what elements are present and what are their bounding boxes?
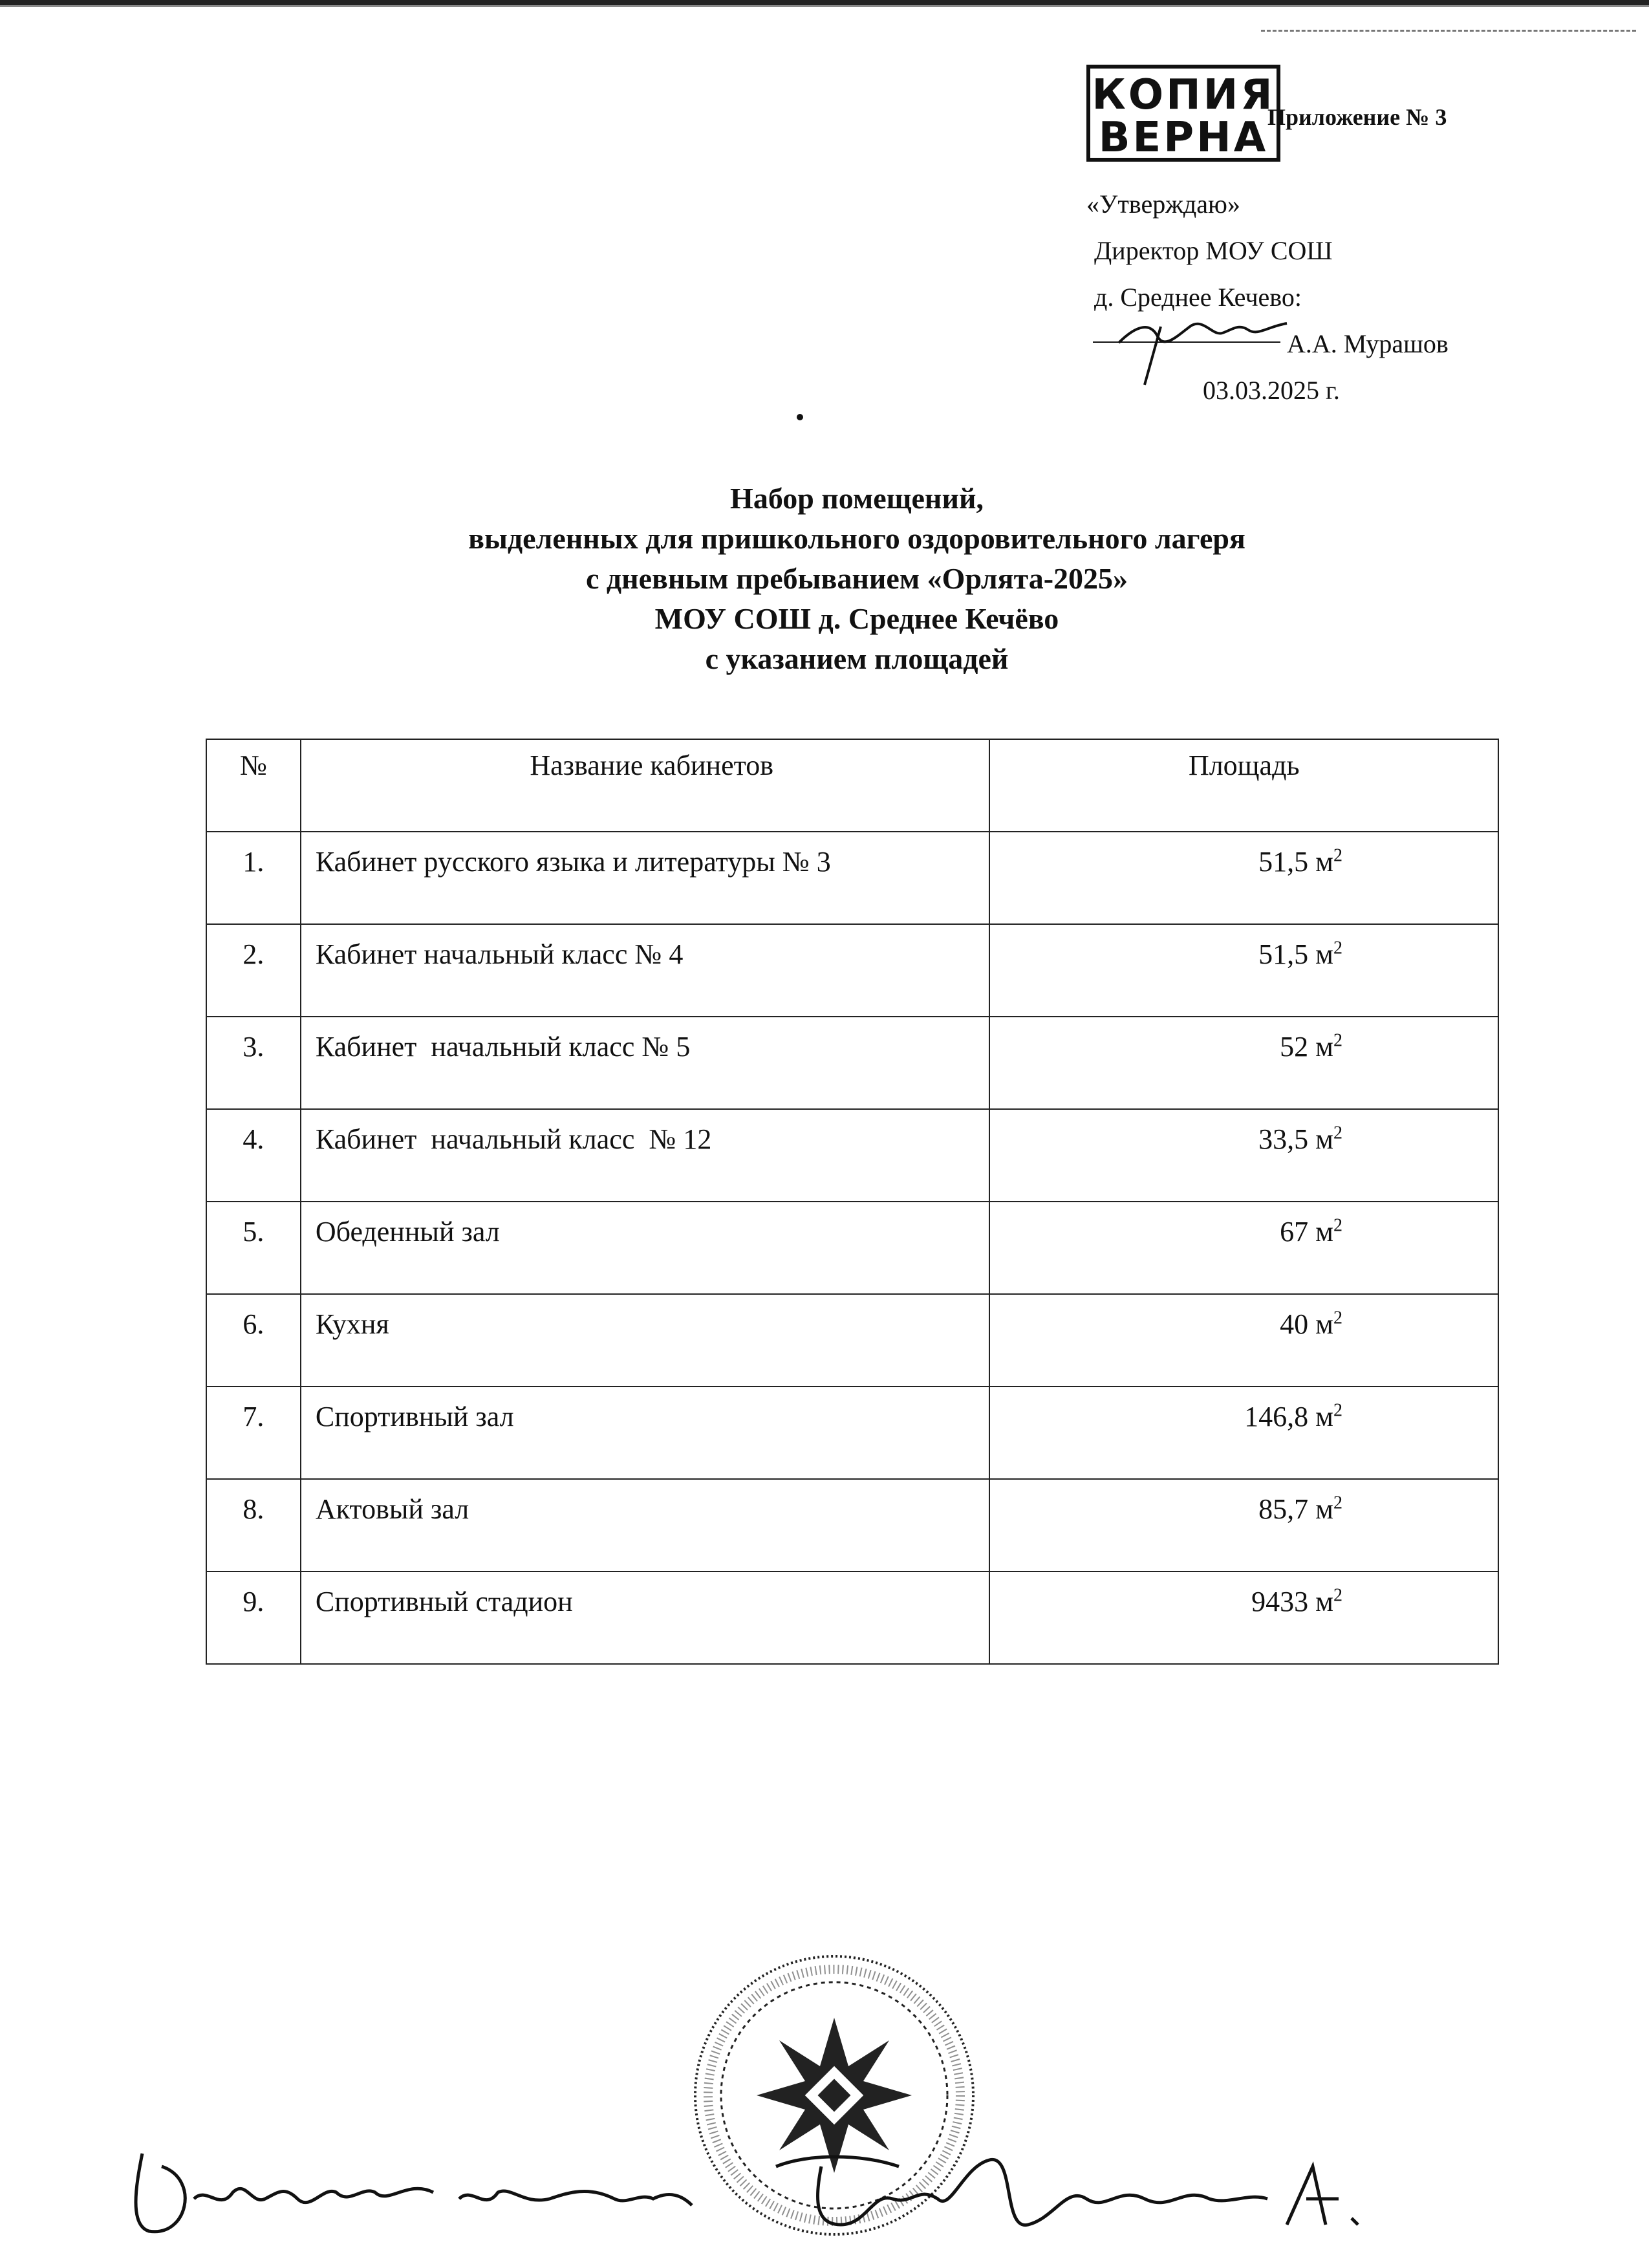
approval-date: 03.03.2025 г.	[1203, 376, 1340, 405]
director-signature-image	[1099, 297, 1306, 394]
copy-certified-stamp	[1086, 65, 1280, 162]
area-unit: м	[1315, 1308, 1333, 1340]
table-row	[206, 1571, 1498, 1664]
rooms-table	[206, 739, 1499, 1665]
area-value: 51,5	[1258, 846, 1309, 878]
area-unit-sup: 2	[1333, 1123, 1342, 1143]
appendix-label: Приложение № 3	[1267, 104, 1447, 130]
area-unit: м	[1315, 1031, 1333, 1063]
title-line-5: с указанием площадей	[705, 642, 1009, 675]
row-area	[989, 924, 1499, 1017]
row-number: 8.	[206, 1479, 301, 1571]
area-value: 33,5	[1258, 1123, 1309, 1155]
table-row	[206, 1202, 1498, 1294]
row-number: 5.	[206, 1202, 301, 1294]
row-room-name: Кабинет русского языка и литературы № 3	[301, 832, 989, 924]
header-room-name: Название кабинетов	[301, 739, 989, 832]
row-number: 9.	[206, 1571, 301, 1664]
scan-edge-shadow	[0, 5, 1649, 7]
table-row	[206, 1294, 1498, 1387]
approval-school: д. Среднее Кечево:	[1094, 283, 1302, 312]
area-unit-sup: 2	[1333, 1215, 1342, 1236]
area-unit-sup: 2	[1333, 1400, 1342, 1421]
handwritten-footer-signature-image	[97, 2128, 1390, 2257]
area-value: 51,5	[1258, 938, 1309, 970]
row-area	[989, 1479, 1499, 1571]
stray-dot	[797, 414, 803, 420]
table-row	[206, 1109, 1498, 1202]
row-room-name: Кухня	[301, 1294, 989, 1387]
row-room-name: Обеденный зал	[301, 1202, 989, 1294]
area-value: 52	[1280, 1031, 1309, 1063]
table-row	[206, 1387, 1498, 1479]
area-unit: м	[1315, 1401, 1333, 1432]
row-number: 2.	[206, 924, 301, 1017]
table-header-row	[206, 739, 1498, 832]
stamp-line-1: КОПИЯ	[1092, 71, 1275, 119]
row-room-name: Кабинет начальный класс № 12	[301, 1109, 989, 1202]
area-unit-sup: 2	[1333, 1030, 1342, 1051]
area-value: 9433	[1251, 1586, 1309, 1617]
title-line-4: МОУ СОШ д. Среднее Кечёво	[654, 602, 1059, 635]
title-line-2: выделенных для пришкольного оздоровительного лагеря	[468, 522, 1245, 555]
title-line-1: Набор помещений,	[730, 482, 984, 515]
approval-heading: «Утверждаю»	[1086, 189, 1240, 219]
table-row	[206, 924, 1498, 1017]
area-unit: м	[1315, 846, 1333, 878]
row-area	[989, 1017, 1499, 1109]
header-number: №	[206, 739, 301, 832]
area-value: 40	[1280, 1308, 1309, 1340]
area-unit-sup: 2	[1333, 1493, 1342, 1513]
area-unit-sup: 2	[1333, 938, 1342, 958]
row-area	[989, 832, 1499, 924]
area-unit-sup: 2	[1333, 1308, 1342, 1328]
row-room-name: Актовый зал	[301, 1479, 989, 1571]
table-row	[206, 832, 1498, 924]
row-number: 1.	[206, 832, 301, 924]
area-unit-sup: 2	[1333, 1585, 1342, 1606]
scan-edge	[0, 0, 1649, 5]
approval-position: Директор МОУ СОШ	[1094, 236, 1333, 265]
area-unit: м	[1315, 1493, 1333, 1525]
header-area: Площадь	[989, 739, 1499, 832]
area-value: 85,7	[1258, 1493, 1309, 1525]
row-room-name: Спортивный зал	[301, 1387, 989, 1479]
area-value: 146,8	[1244, 1401, 1309, 1432]
row-room-name: Спортивный стадион	[301, 1571, 989, 1664]
area-unit: м	[1315, 1216, 1333, 1247]
row-area	[989, 1109, 1499, 1202]
area-unit: м	[1315, 1123, 1333, 1155]
row-number: 4.	[206, 1109, 301, 1202]
row-area	[989, 1294, 1499, 1387]
row-area	[989, 1571, 1499, 1664]
row-area	[989, 1202, 1499, 1294]
row-number: 7.	[206, 1387, 301, 1479]
table-row	[206, 1017, 1498, 1109]
approval-director-name: А.А. Мурашов	[1287, 329, 1449, 358]
row-number: 6.	[206, 1294, 301, 1387]
row-room-name: Кабинет начальный класс № 5	[301, 1017, 989, 1109]
area-unit: м	[1315, 1586, 1333, 1617]
scan-artifact-line	[1261, 30, 1636, 32]
title-line-3: с дневным пребыванием «Орлята-2025»	[585, 562, 1128, 595]
row-area	[989, 1387, 1499, 1479]
document-title	[226, 479, 1487, 679]
stamp-line-2: ВЕРНА	[1098, 114, 1269, 162]
row-room-name: Кабинет начальный класс № 4	[301, 924, 989, 1017]
row-number: 3.	[206, 1017, 301, 1109]
table-row	[206, 1479, 1498, 1571]
area-unit-sup: 2	[1333, 845, 1342, 866]
area-unit: м	[1315, 938, 1333, 970]
area-value: 67	[1280, 1216, 1309, 1247]
